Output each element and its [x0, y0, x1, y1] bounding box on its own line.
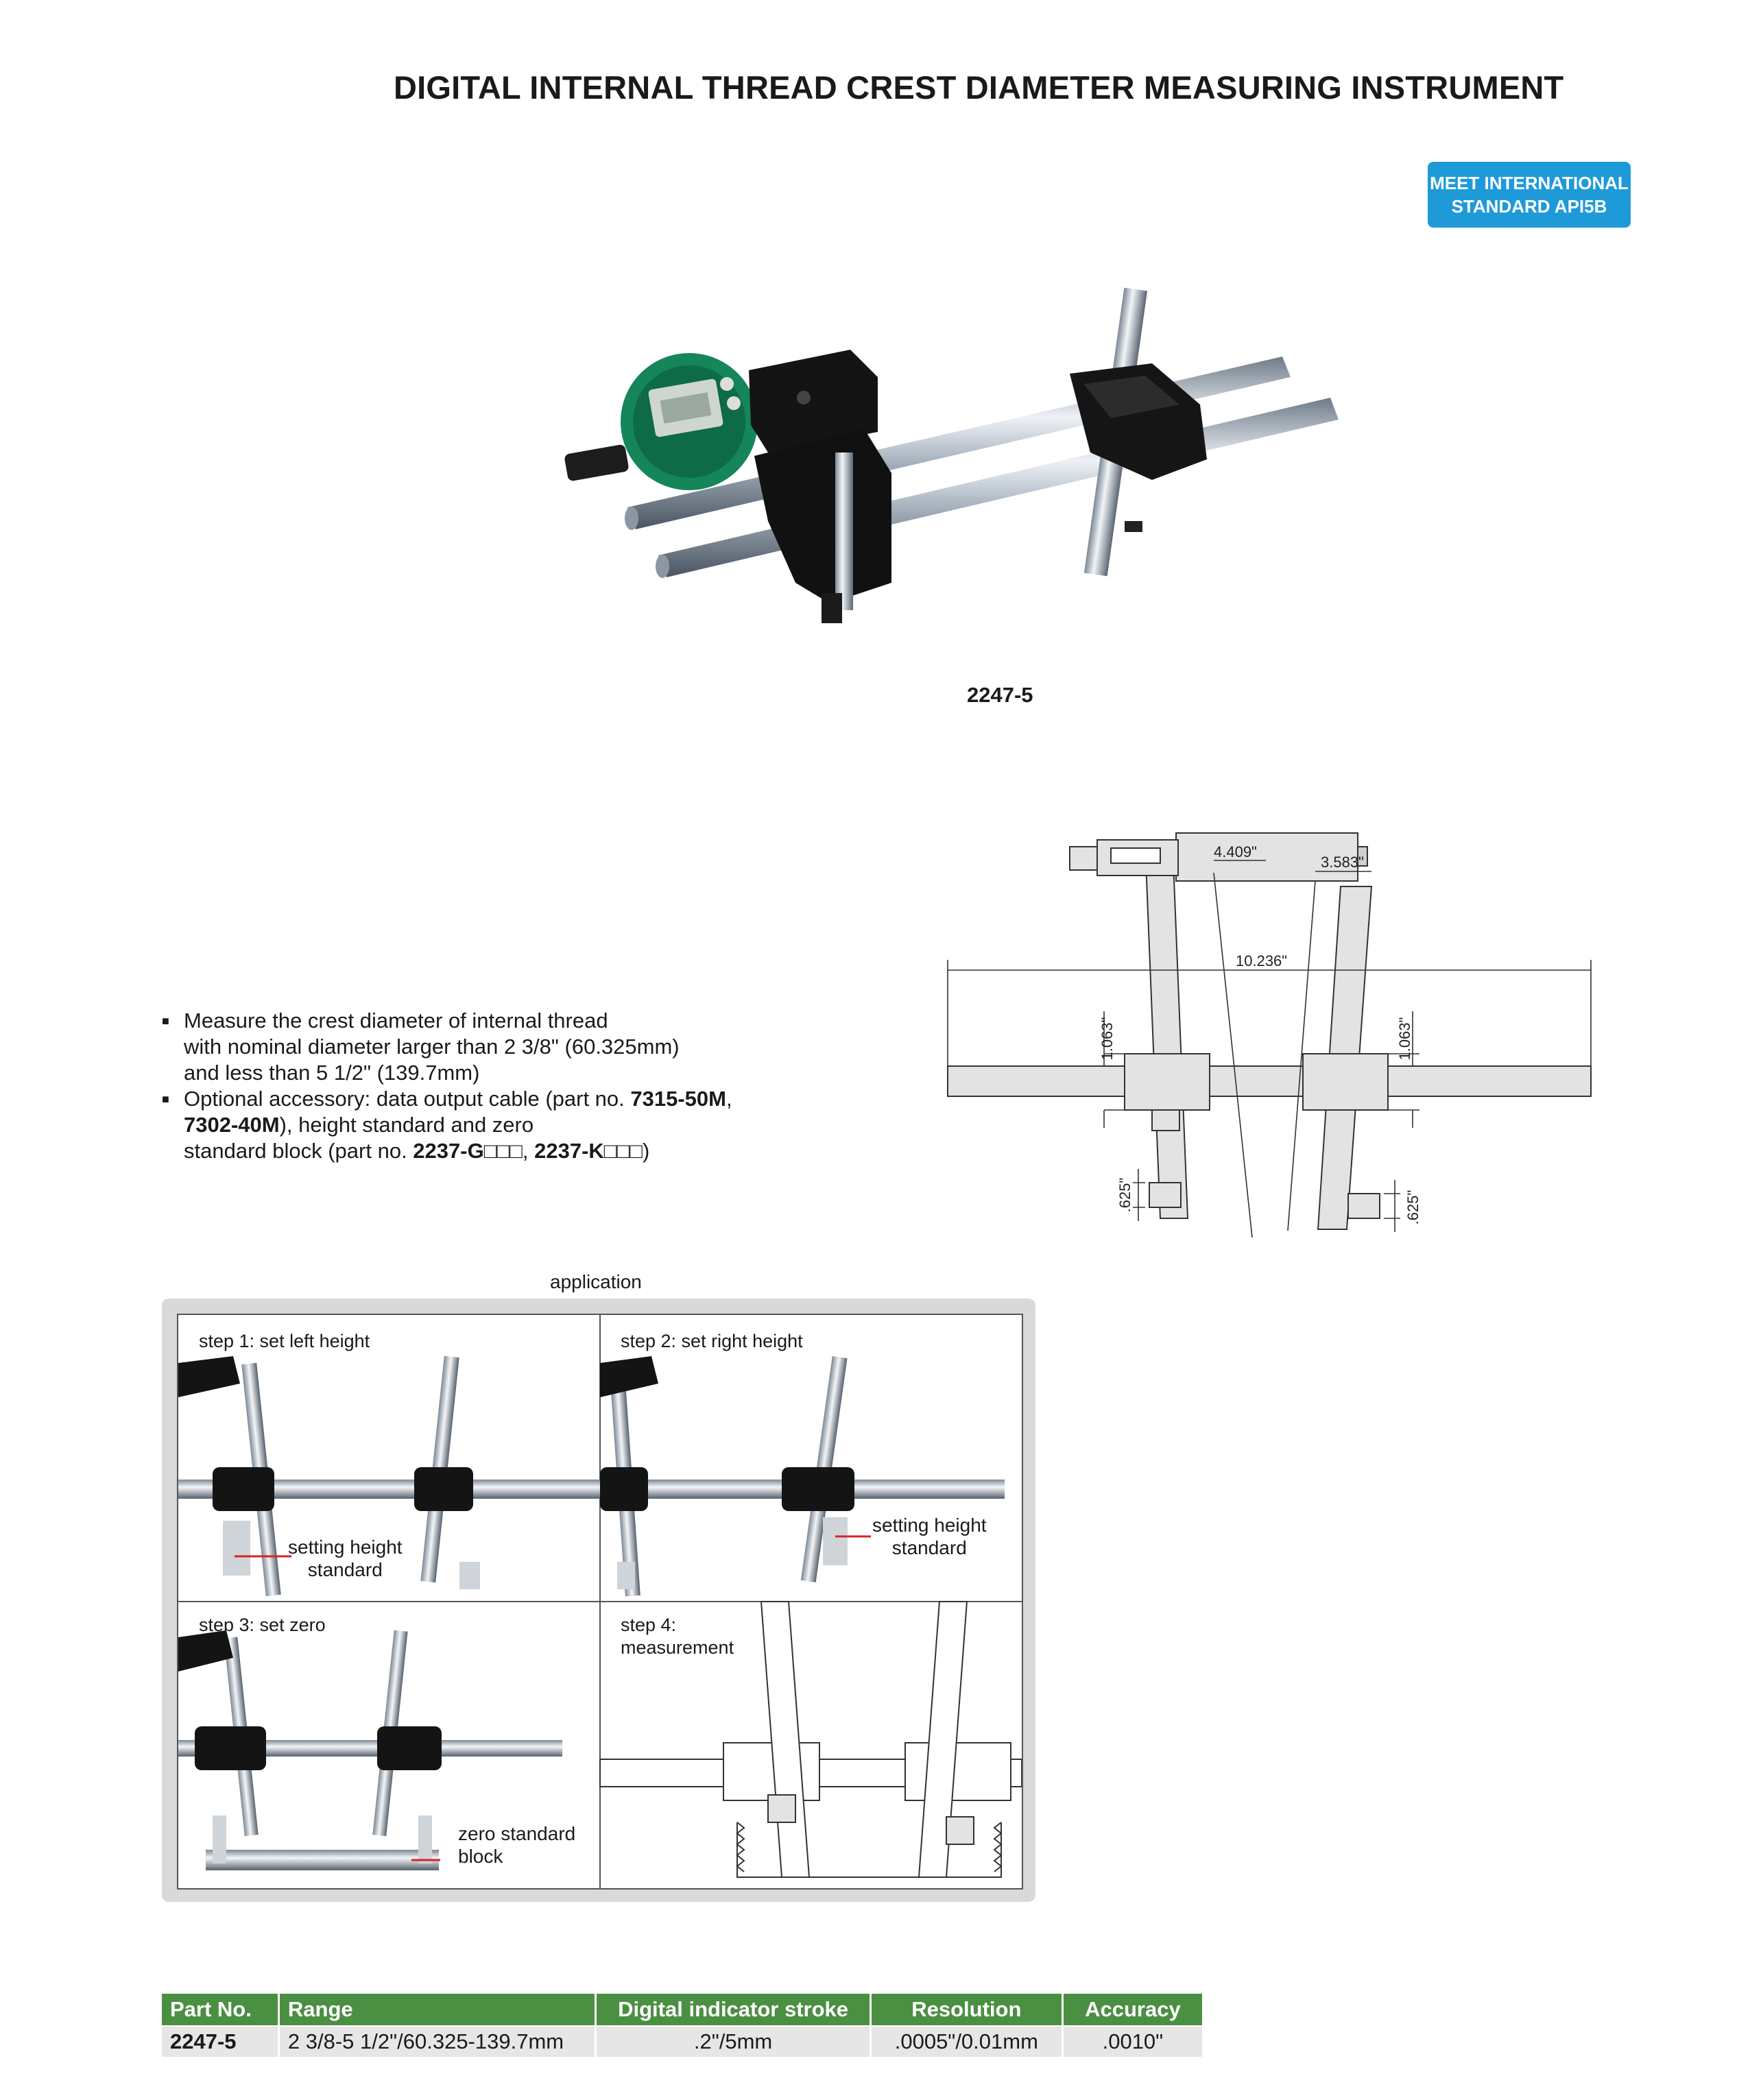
application-illustrations [178, 1315, 1022, 1888]
cell-resolution: .0005"/0.01mm [870, 2026, 1062, 2057]
feature-2-line-2 [184, 1112, 732, 1138]
page-title: DIGITAL INTERNAL THREAD CREST DIAMETER MEASURING INSTRUMENT [394, 69, 1564, 106]
feature-2-line-3 [184, 1138, 732, 1164]
left-block [749, 350, 891, 623]
dim-625-right: .625" [1404, 1190, 1422, 1225]
callout-line-1: setting height [872, 1514, 987, 1536]
left-arm-shape [1145, 845, 1188, 1218]
callout-line-2: standard [307, 1559, 383, 1580]
feature-2-text: standard block (part no. [184, 1139, 413, 1163]
standard-badge [1428, 162, 1631, 228]
header-resolution: Resolution [870, 1994, 1062, 2026]
step-4-label-line-1: step 4: [621, 1615, 677, 1635]
header-part-no: Part No. [162, 1994, 278, 2026]
table-row [162, 2026, 1203, 2057]
cell-stroke: .2"/5mm [596, 2026, 871, 2057]
application-grid [177, 1314, 1023, 1890]
callout-line-1: setting height [288, 1536, 403, 1558]
feature-item [162, 1008, 732, 1086]
table-header-row [162, 1994, 1203, 2026]
part-number-height-standard: 2237-G□□□ [413, 1139, 523, 1163]
cell-part-no: 2247-5 [162, 2026, 278, 2057]
digital-indicator [564, 353, 758, 490]
right-height-standard-shape [1348, 1194, 1380, 1218]
spec-table [162, 1994, 1204, 2057]
dim-4409: 4.409" [1214, 843, 1257, 860]
step-1-label: step 1: set left height [199, 1331, 370, 1351]
callout-line-2: block [458, 1846, 503, 1867]
left-height-standard-shape [1149, 1183, 1181, 1207]
dim-1063-left: 1.063" [1099, 1017, 1116, 1061]
header-accuracy: Accuracy [1062, 1994, 1203, 2026]
step-4-label-line-2: measurement [621, 1637, 734, 1658]
step-3-label: step 3: set zero [199, 1615, 326, 1635]
feature-2-paren: ) [642, 1139, 650, 1163]
dimension-drawing [939, 812, 1605, 1251]
callout-line-1: zero standard [458, 1823, 576, 1844]
step-3-callout [458, 1822, 575, 1868]
cell-range: 2 3/8-5 1/2"/60.325-139.7mm [278, 2026, 595, 2057]
left-block-shape [1125, 1054, 1210, 1110]
dim-3583: 3.583" [1321, 854, 1364, 871]
feature-1-line-1: ■ Measure the crest diameter of internal thread [184, 1009, 608, 1033]
feature-2-comma: , [522, 1139, 535, 1163]
application-label: application [550, 1271, 642, 1292]
feature-1-line-3: and less than 5 1/2" (139.7mm) [184, 1061, 480, 1085]
step-1-callout [288, 1536, 403, 1581]
feature-2-text: Optional accessory: data output cable (part no. [184, 1087, 631, 1111]
callout-line-2: standard [891, 1537, 967, 1558]
part-number-cable-1: 7315-50M [630, 1087, 726, 1111]
beam-shape [948, 1066, 1591, 1096]
product-photo [562, 281, 1358, 651]
step-2-label: step 2: set right height [621, 1331, 803, 1351]
step-2-callout [872, 1514, 987, 1559]
feature-2-comma: , [726, 1087, 732, 1111]
cell-accuracy: .0010" [1062, 2026, 1203, 2057]
feature-2-text: ), height standard and zero [279, 1113, 534, 1137]
header-range: Range [278, 1994, 595, 2026]
dim-625-left: .625" [1116, 1177, 1134, 1213]
badge-line-2: STANDARD API5B [1451, 196, 1607, 217]
step-2-illustration [600, 1356, 1005, 1596]
feature-list [162, 1008, 732, 1164]
product-part-number: 2247-5 [967, 683, 1033, 707]
feature-item [162, 1086, 732, 1164]
dim-1063-right: 1.063" [1396, 1017, 1413, 1061]
feature-1-line-2: with nominal diameter larger than 2 3/8" (60.325mm) [184, 1035, 680, 1059]
part-number-zero-block: 2237-K□□□ [534, 1139, 643, 1163]
feature-2-line-1 [184, 1086, 732, 1112]
right-block-shape [1303, 1054, 1388, 1110]
badge-line-1: MEET INTERNATIONAL [1430, 173, 1629, 193]
step-4-label [621, 1614, 734, 1659]
dim-10236: 10.236" [1236, 952, 1288, 969]
part-number-cable-2: 7302-40M [184, 1113, 280, 1137]
header-stroke: Digital indicator stroke [596, 1994, 871, 2026]
